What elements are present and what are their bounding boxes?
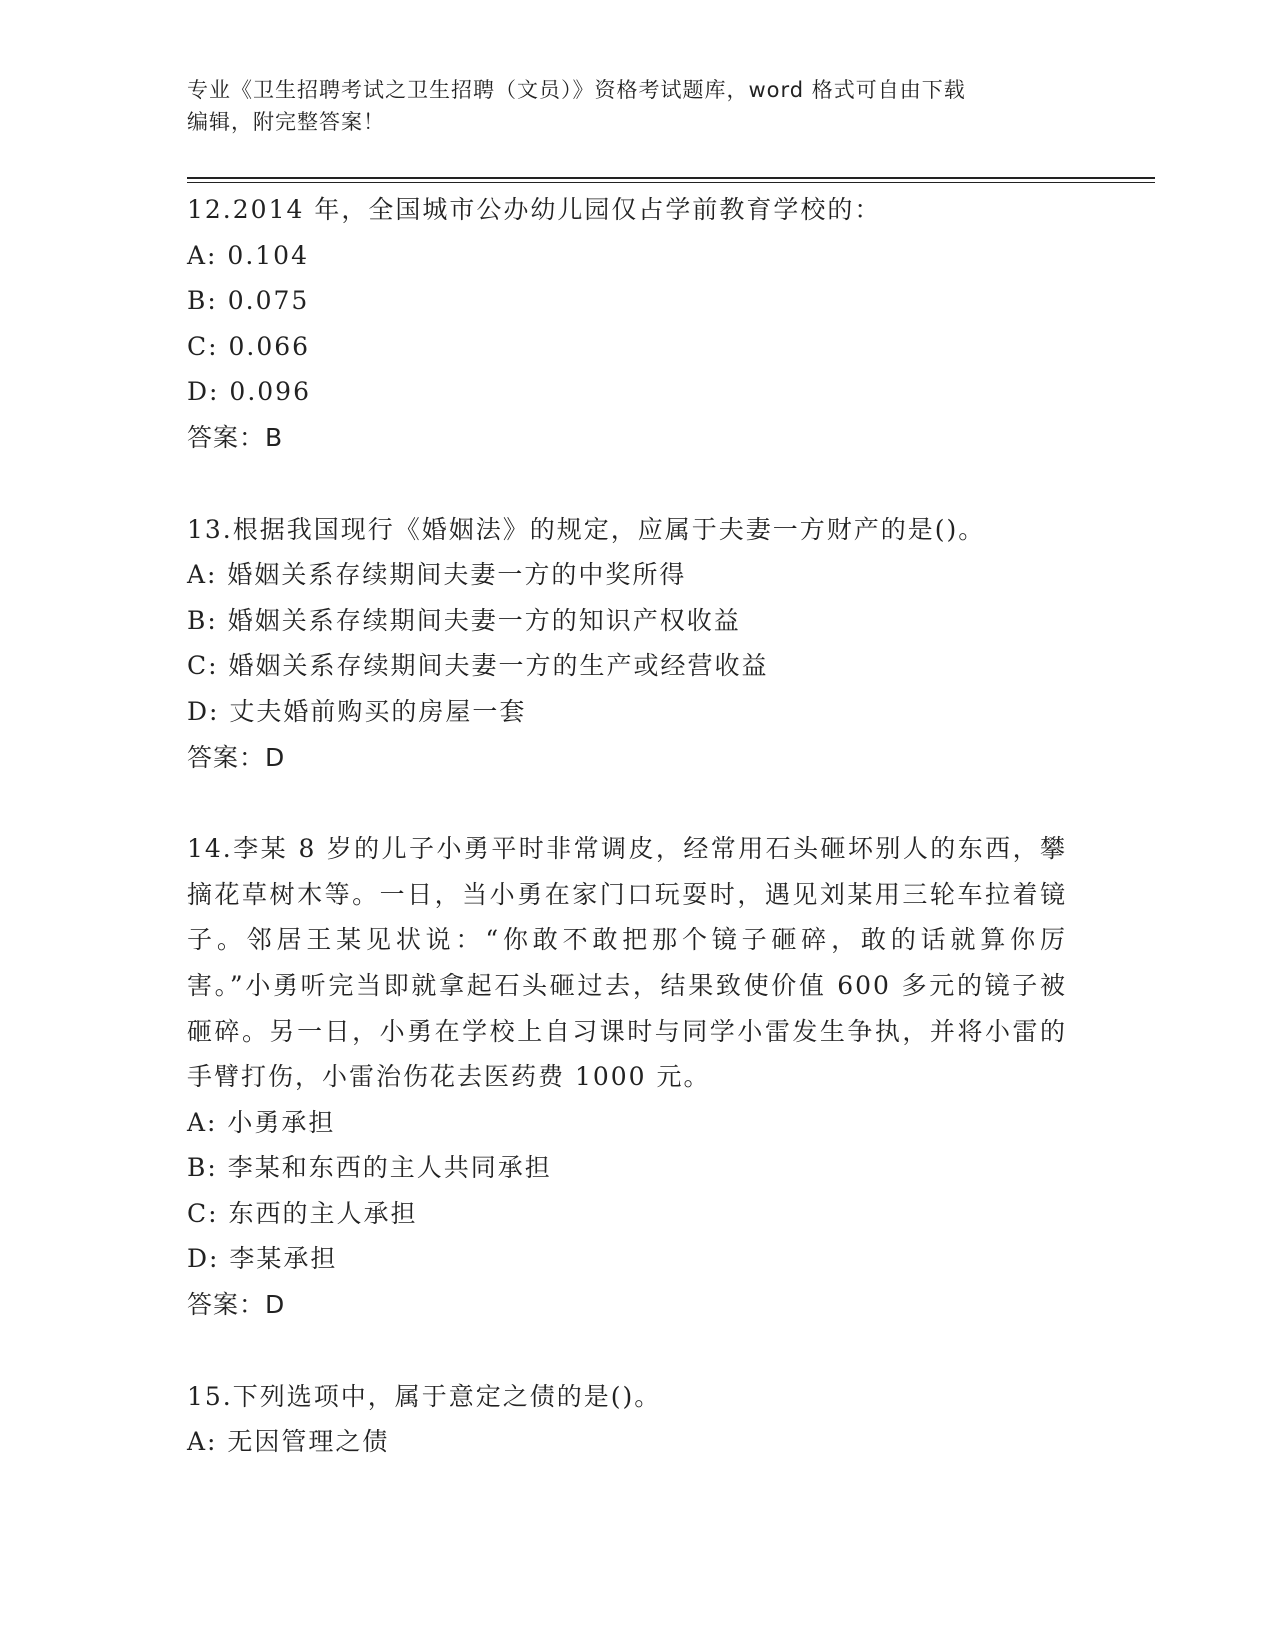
question-stem: 12.2014 年，全国城市公办幼儿园仅占学前教育学校的：: [187, 195, 882, 224]
option-c: C: 婚姻关系存续期间夫妻一方的生产或经营收益: [187, 651, 769, 681]
question-list: [187, 187, 1067, 1511]
header-line-1: 专业《卫生招聘考试之卫生招聘（文员）》资格考试题库，word 格式可自由下载: [187, 78, 966, 102]
question-stem: 14.李某 8 岁的儿子小勇平时非常调皮，经常用石头砸坏别人的东西，攀摘花草树木等。一日，当小勇在家门口玩耍时，遇见刘某用三轮车拉着镜子。邻居王某见状说：“你敢不敢把那个镜子砸碎，敢的话就算你厉害。”小勇听完当即就拿起石头砸过去，结果致使价值 600 多元的镜子被砸碎。另一日，小勇在学校上自习课时与同学小雷发生争执，并将小雷的手臂打伤，小雷治伤花去医药费 1000 元。: [187, 834, 1067, 1092]
header-divider-thin: [187, 182, 1155, 183]
document-header: [187, 74, 1067, 138]
option-c: C: 东西的主人承担: [187, 1198, 418, 1228]
question-12: [187, 187, 1067, 461]
option-d: D: 0.096: [187, 377, 311, 407]
answer-line: 答案：B: [187, 422, 284, 452]
option-d: D: 李某承担: [187, 1244, 338, 1274]
question-15: [187, 1374, 1067, 1465]
header-line-2: 编辑，附完整答案！: [187, 110, 385, 134]
question-13: [187, 507, 1067, 781]
header-divider-thick: [187, 177, 1155, 179]
answer-line: 答案：D: [187, 742, 286, 772]
option-d: D: 丈夫婚前购买的房屋一套: [187, 696, 527, 726]
option-b: B: 李某和东西的主人共同承担: [187, 1153, 552, 1183]
option-a: A: 0.104: [187, 240, 309, 270]
option-c: C: 0.066: [187, 331, 311, 361]
option-a: A: 小勇承担: [187, 1107, 336, 1137]
question-14: [187, 826, 1067, 1328]
option-a: A: 婚姻关系存续期间夫妻一方的中奖所得: [187, 560, 687, 590]
question-stem: 15.下列选项中，属于意定之债的是()。: [187, 1381, 662, 1411]
question-stem: 13.根据我国现行《婚姻法》的规定，应属于夫妻一方财产的是()。: [187, 514, 986, 544]
option-b: B: 婚姻关系存续期间夫妻一方的知识产权收益: [187, 605, 741, 635]
option-b: B: 0.075: [187, 286, 310, 316]
answer-line: 答案：D: [187, 1290, 286, 1320]
option-a: A: 无因管理之债: [187, 1427, 390, 1457]
